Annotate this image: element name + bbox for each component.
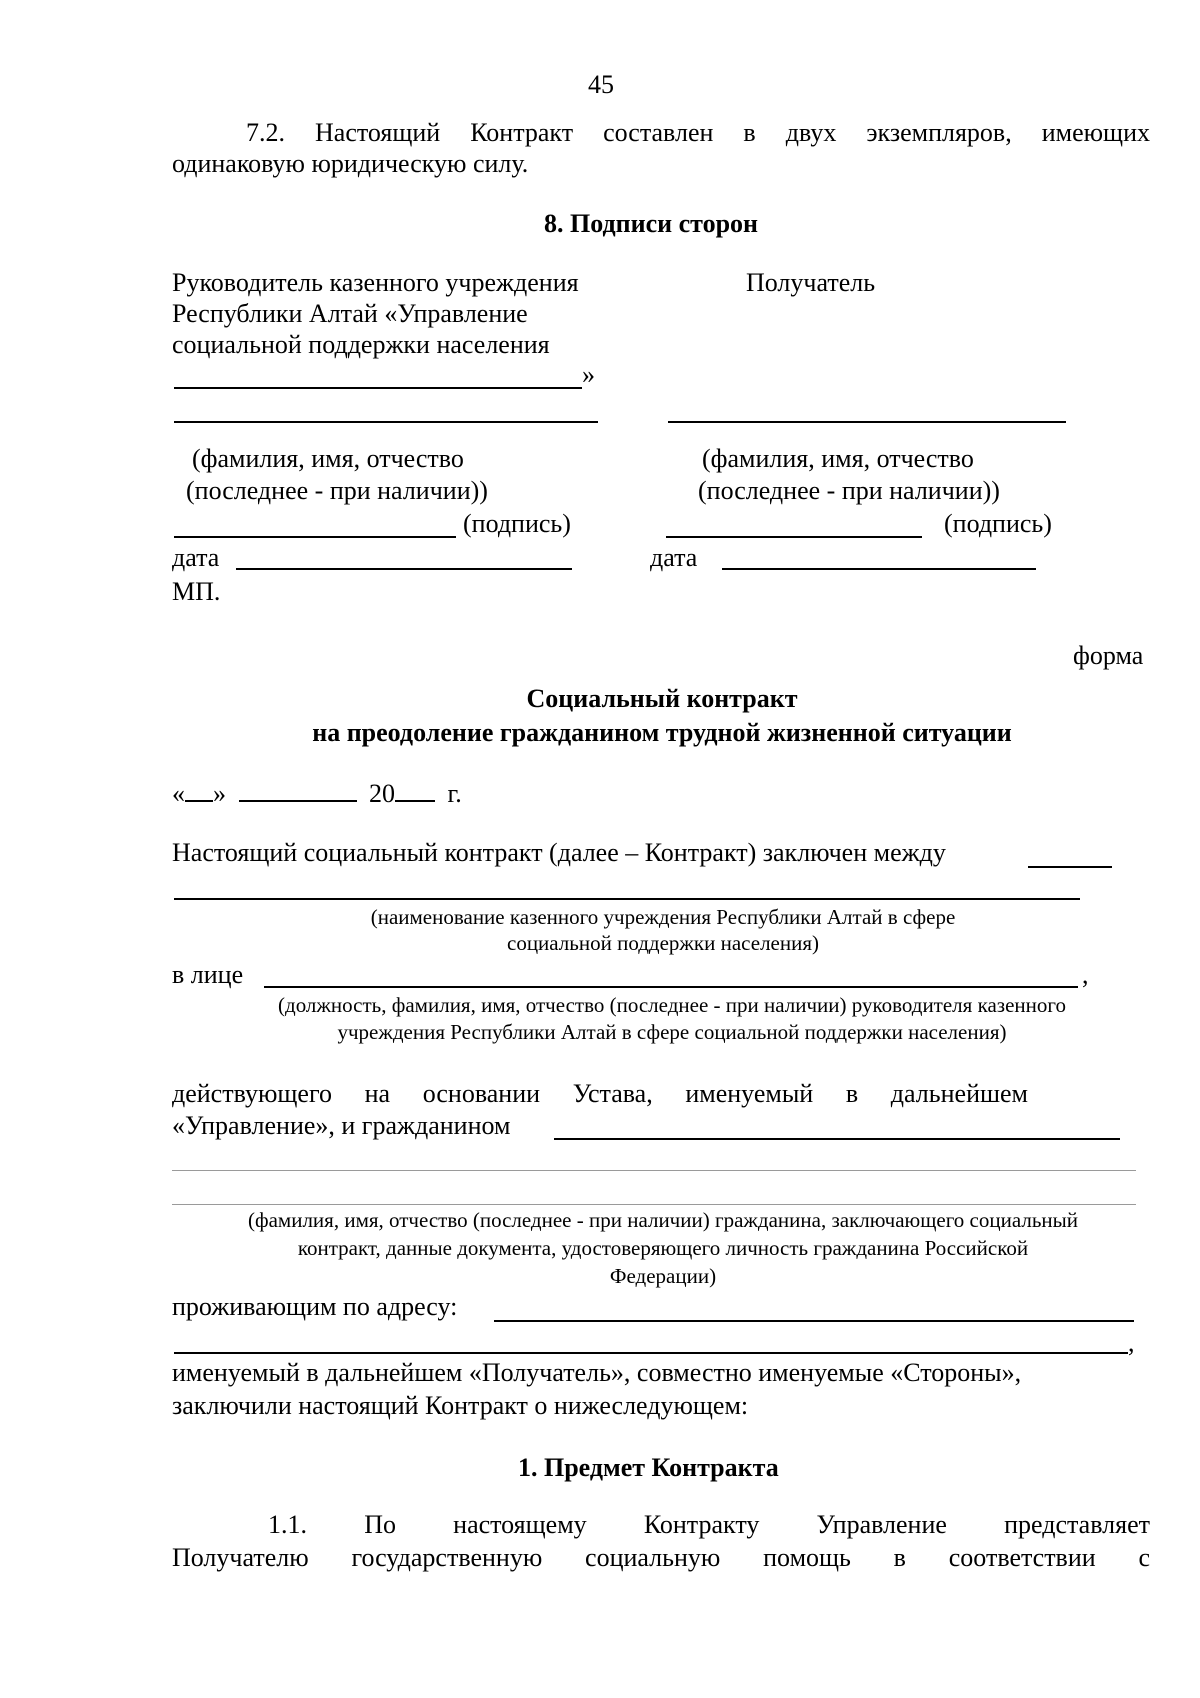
left-signature-label: (подпись) xyxy=(463,509,571,538)
stamp-label: МП. xyxy=(172,577,221,606)
head-name-blank[interactable] xyxy=(264,986,1078,988)
right-signature-label: (подпись) xyxy=(944,509,1052,538)
citizen-details-line2[interactable] xyxy=(172,1204,1136,1205)
right-date-blank[interactable] xyxy=(722,568,1036,570)
org-name-blank[interactable] xyxy=(174,387,582,389)
year-blank[interactable] xyxy=(395,778,435,802)
right-fio-caption-line1: (фамилия, имя, отчество xyxy=(702,444,974,473)
head-name-comma: , xyxy=(1082,960,1089,989)
year-prefix: 20 xyxy=(369,779,395,808)
head-caption-line2: учреждения Республики Алтай в сфере социальной поддержки населения) xyxy=(337,1020,1007,1044)
clause-7-2-line1: 7.2. Настоящий Контракт составлен в двух экземпляров, имеющих xyxy=(246,118,1150,147)
section1-heading: 1. Предмет Контракта xyxy=(518,1453,779,1482)
citizen-details-line1[interactable] xyxy=(172,1170,1136,1171)
left-signature-blank[interactable] xyxy=(174,536,456,538)
clause-7-2-line2: одинаковую юридическую силу. xyxy=(172,149,529,178)
contract-subtitle: на преодоление гражданином трудной жизненной ситуации xyxy=(312,718,1012,747)
right-signer-title: Получатель xyxy=(746,268,876,297)
left-fio-caption-line2: (последнее - при наличии)) xyxy=(186,476,488,505)
right-signature-blank[interactable] xyxy=(666,536,922,538)
citizen-caption-line3: Федерации) xyxy=(609,1264,717,1288)
named-line1: именуемый в дальнейшем «Получатель», совместно именуемые «Стороны», xyxy=(172,1358,1022,1387)
head-caption-line1: (должность, фамилия, имя, отчество (последнее - при наличии) руководителя казенного xyxy=(278,993,1066,1017)
address-blank-line1[interactable] xyxy=(494,1320,1134,1322)
left-date-label: дата xyxy=(172,543,220,572)
address-blank-line2[interactable] xyxy=(174,1352,1128,1354)
contract-title: Социальный контракт xyxy=(526,684,798,713)
clause-1-1-line1: 1.1. По настоящему Контракту Управление представляет xyxy=(268,1510,1150,1539)
date-close-quote: » xyxy=(213,779,226,808)
citizen-name-blank[interactable] xyxy=(554,1138,1120,1140)
citizen-caption-line2: контракт, данные документа, удостоверяющего личность гражданина Российской xyxy=(297,1236,1029,1260)
address-comma: , xyxy=(1128,1328,1135,1357)
signatures-heading: 8. Подписи сторон xyxy=(544,209,759,238)
org-name-blank[interactable] xyxy=(174,898,1080,900)
date-open-quote: « xyxy=(172,779,185,808)
org-name-close-quote: » xyxy=(582,360,595,389)
address-label: проживающим по адресу: xyxy=(172,1292,458,1321)
org-caption-line2: социальной поддержки населения) xyxy=(507,931,819,955)
left-date-blank[interactable] xyxy=(236,568,572,570)
org-caption-line1: (наименование казенного учреждения Республики Алтай в сфере xyxy=(370,905,956,929)
contract-intro: Настоящий социальный контракт (далее – Контракт) заключен между xyxy=(172,838,946,867)
left-signer-title-line1: Руководитель казенного учреждения xyxy=(172,268,579,297)
day-blank[interactable] xyxy=(185,778,213,802)
month-blank[interactable] xyxy=(239,778,357,802)
clause-1-1-line2: Получателю государственную социальную помощь в соответствии с xyxy=(172,1543,1150,1572)
citizen-caption-line1: (фамилия, имя, отчество (последнее - при наличии) гражданина, заключающего социальный xyxy=(248,1208,1078,1232)
left-signer-title-line2: Республики Алтай «Управление xyxy=(172,299,528,328)
contract-date-line xyxy=(172,778,462,807)
right-fio-caption-line2: (последнее - при наличии)) xyxy=(698,476,1000,505)
form-label: форма xyxy=(1073,641,1144,670)
left-fio-blank[interactable] xyxy=(174,421,598,423)
acting-line1: действующего на основании Устава, именуемый в дальнейшем xyxy=(172,1079,1028,1108)
year-suffix: г. xyxy=(447,779,462,808)
right-fio-blank[interactable] xyxy=(668,421,1066,423)
right-date-label: дата xyxy=(650,543,698,572)
left-fio-caption-line1: (фамилия, имя, отчество xyxy=(192,444,464,473)
named-line2: заключили настоящий Контракт о нижеследующем: xyxy=(172,1391,749,1420)
left-signer-title-line3: социальной поддержки населения xyxy=(172,330,550,359)
party-name-blank-start[interactable] xyxy=(1028,866,1112,868)
acting-line2: «Управление», и гражданином xyxy=(172,1111,511,1140)
page-number: 45 xyxy=(588,70,614,99)
in-person-label: в лице xyxy=(172,960,244,989)
